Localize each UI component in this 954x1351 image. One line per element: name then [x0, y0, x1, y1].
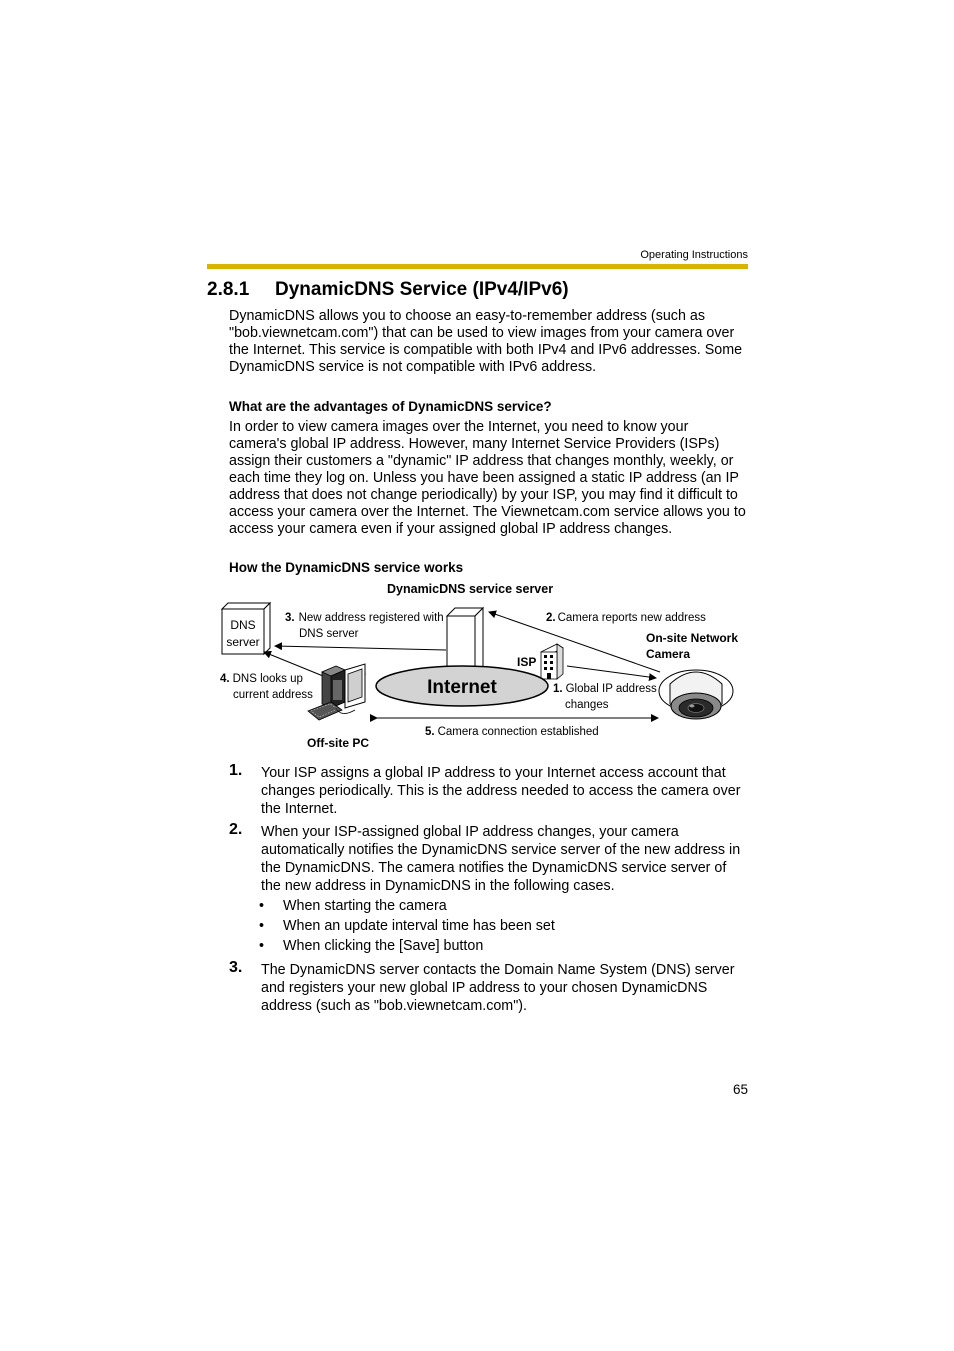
dns-label-line1: DNS: [230, 618, 256, 632]
step3-number: 3.: [285, 612, 295, 624]
step-number: 1.: [229, 762, 243, 779]
section-title-text: DynamicDNS Service (IPv4/IPv6): [275, 279, 569, 300]
dns-label-line2: server: [226, 635, 260, 649]
how-heading: How the DynamicDNS service works: [229, 560, 464, 575]
isp-label: ISP: [517, 655, 537, 669]
step2-text: Camera reports new address: [557, 612, 706, 624]
section-title: [207, 279, 569, 301]
step1-label-line1: [553, 683, 657, 695]
step-text: Your ISP assigns a global IP address to your Internet access account that changes periodically. This is the address needed to access the camera over the Internet.: [261, 765, 741, 817]
step-number: 3.: [229, 959, 243, 976]
step3-label-line1: [285, 612, 444, 624]
advantages-heading: What are the advantages of DynamicDNS service?: [229, 399, 552, 414]
step1-text: Global IP address: [565, 683, 657, 695]
advantages-paragraph: In order to view camera images over the Internet, you need to know your camera's global IP address. However, many Internet Service Providers (ISPs) assign their customers a "dynamic" IP address that changes monthly, weekly, or each time they log on. Unless you have been assigned a static IP address (an IP address that does not change periodically) by your ISP, you may find it difficult to access your camera over the Internet. The Viewnetcam.com service allows you to access your camera even if your assigned global IP address changes.: [229, 419, 746, 537]
internet-label: Internet: [427, 677, 497, 698]
step4-text: DNS looks up: [232, 673, 303, 685]
step-text: The DynamicDNS server contacts the Domain Name System (DNS) server and registers your new global IP address to your chosen DynamicDNS address (such as "bob.viewnetcam.com").: [261, 962, 735, 1014]
step5-number: 5.: [425, 726, 435, 738]
step4-label-line1: [220, 673, 303, 685]
step2-label: [546, 612, 706, 624]
step1-label-line2: changes: [565, 699, 609, 711]
header-rule: [207, 264, 748, 269]
step5-label: [425, 726, 599, 738]
step-text: When your ISP-assigned global IP address changes, your camera automatically notifies the DynamicDNS service server of the new address in the DynamicDNS. The camera notifies the DynamicDNS service server of the new address in DynamicDNS in the following cases.: [261, 824, 741, 894]
camera-label-line2: Camera: [646, 647, 691, 661]
list-item: [259, 918, 555, 934]
page-number: 65: [732, 1082, 748, 1097]
section-number: 2.8.1: [207, 279, 250, 300]
bullet-marker: •: [259, 938, 265, 954]
isp-building-icon: [541, 644, 563, 679]
step4-label-line2: current address: [233, 689, 313, 701]
dynamicdns-diagram: [205, 600, 750, 760]
arrow-step3: [275, 646, 446, 650]
computer-icon: [308, 664, 365, 720]
list-item: [259, 938, 483, 954]
bullet-marker: •: [259, 898, 265, 914]
running-header: Operating Instructions: [640, 249, 748, 261]
list-item-text: When starting the camera: [283, 898, 447, 914]
step4-number: 4.: [220, 673, 230, 685]
camera-label-line1: On-site Network: [646, 631, 739, 645]
arrow-isp-camera: [567, 666, 656, 678]
list-item: [259, 898, 447, 914]
intro-paragraph: DynamicDNS allows you to choose an easy-to-remember address (such as "bob.viewnetcam.com") that can be used to view images from your camera over the Internet. This service is compatible with both IPv4 and IPv6 addresses. Some DynamicDNS service is not compatible with IPv6 address.: [229, 308, 743, 375]
step3-label-line2: DNS server: [299, 628, 359, 640]
diagram-server-label: DynamicDNS service server: [387, 582, 554, 596]
list-item-text: When clicking the [Save] button: [283, 938, 484, 954]
step1-number: 1.: [553, 683, 563, 695]
step3-text: New address registered with: [298, 612, 444, 624]
step2-number: 2.: [546, 612, 556, 624]
step-number: 2.: [229, 821, 243, 838]
step5-text: Camera connection established: [437, 726, 599, 738]
bullet-marker: •: [259, 918, 265, 934]
pc-label: Off-site PC: [307, 736, 370, 750]
network-camera-icon: [659, 670, 733, 719]
list-item-text: When an update interval time has been set: [283, 918, 555, 934]
